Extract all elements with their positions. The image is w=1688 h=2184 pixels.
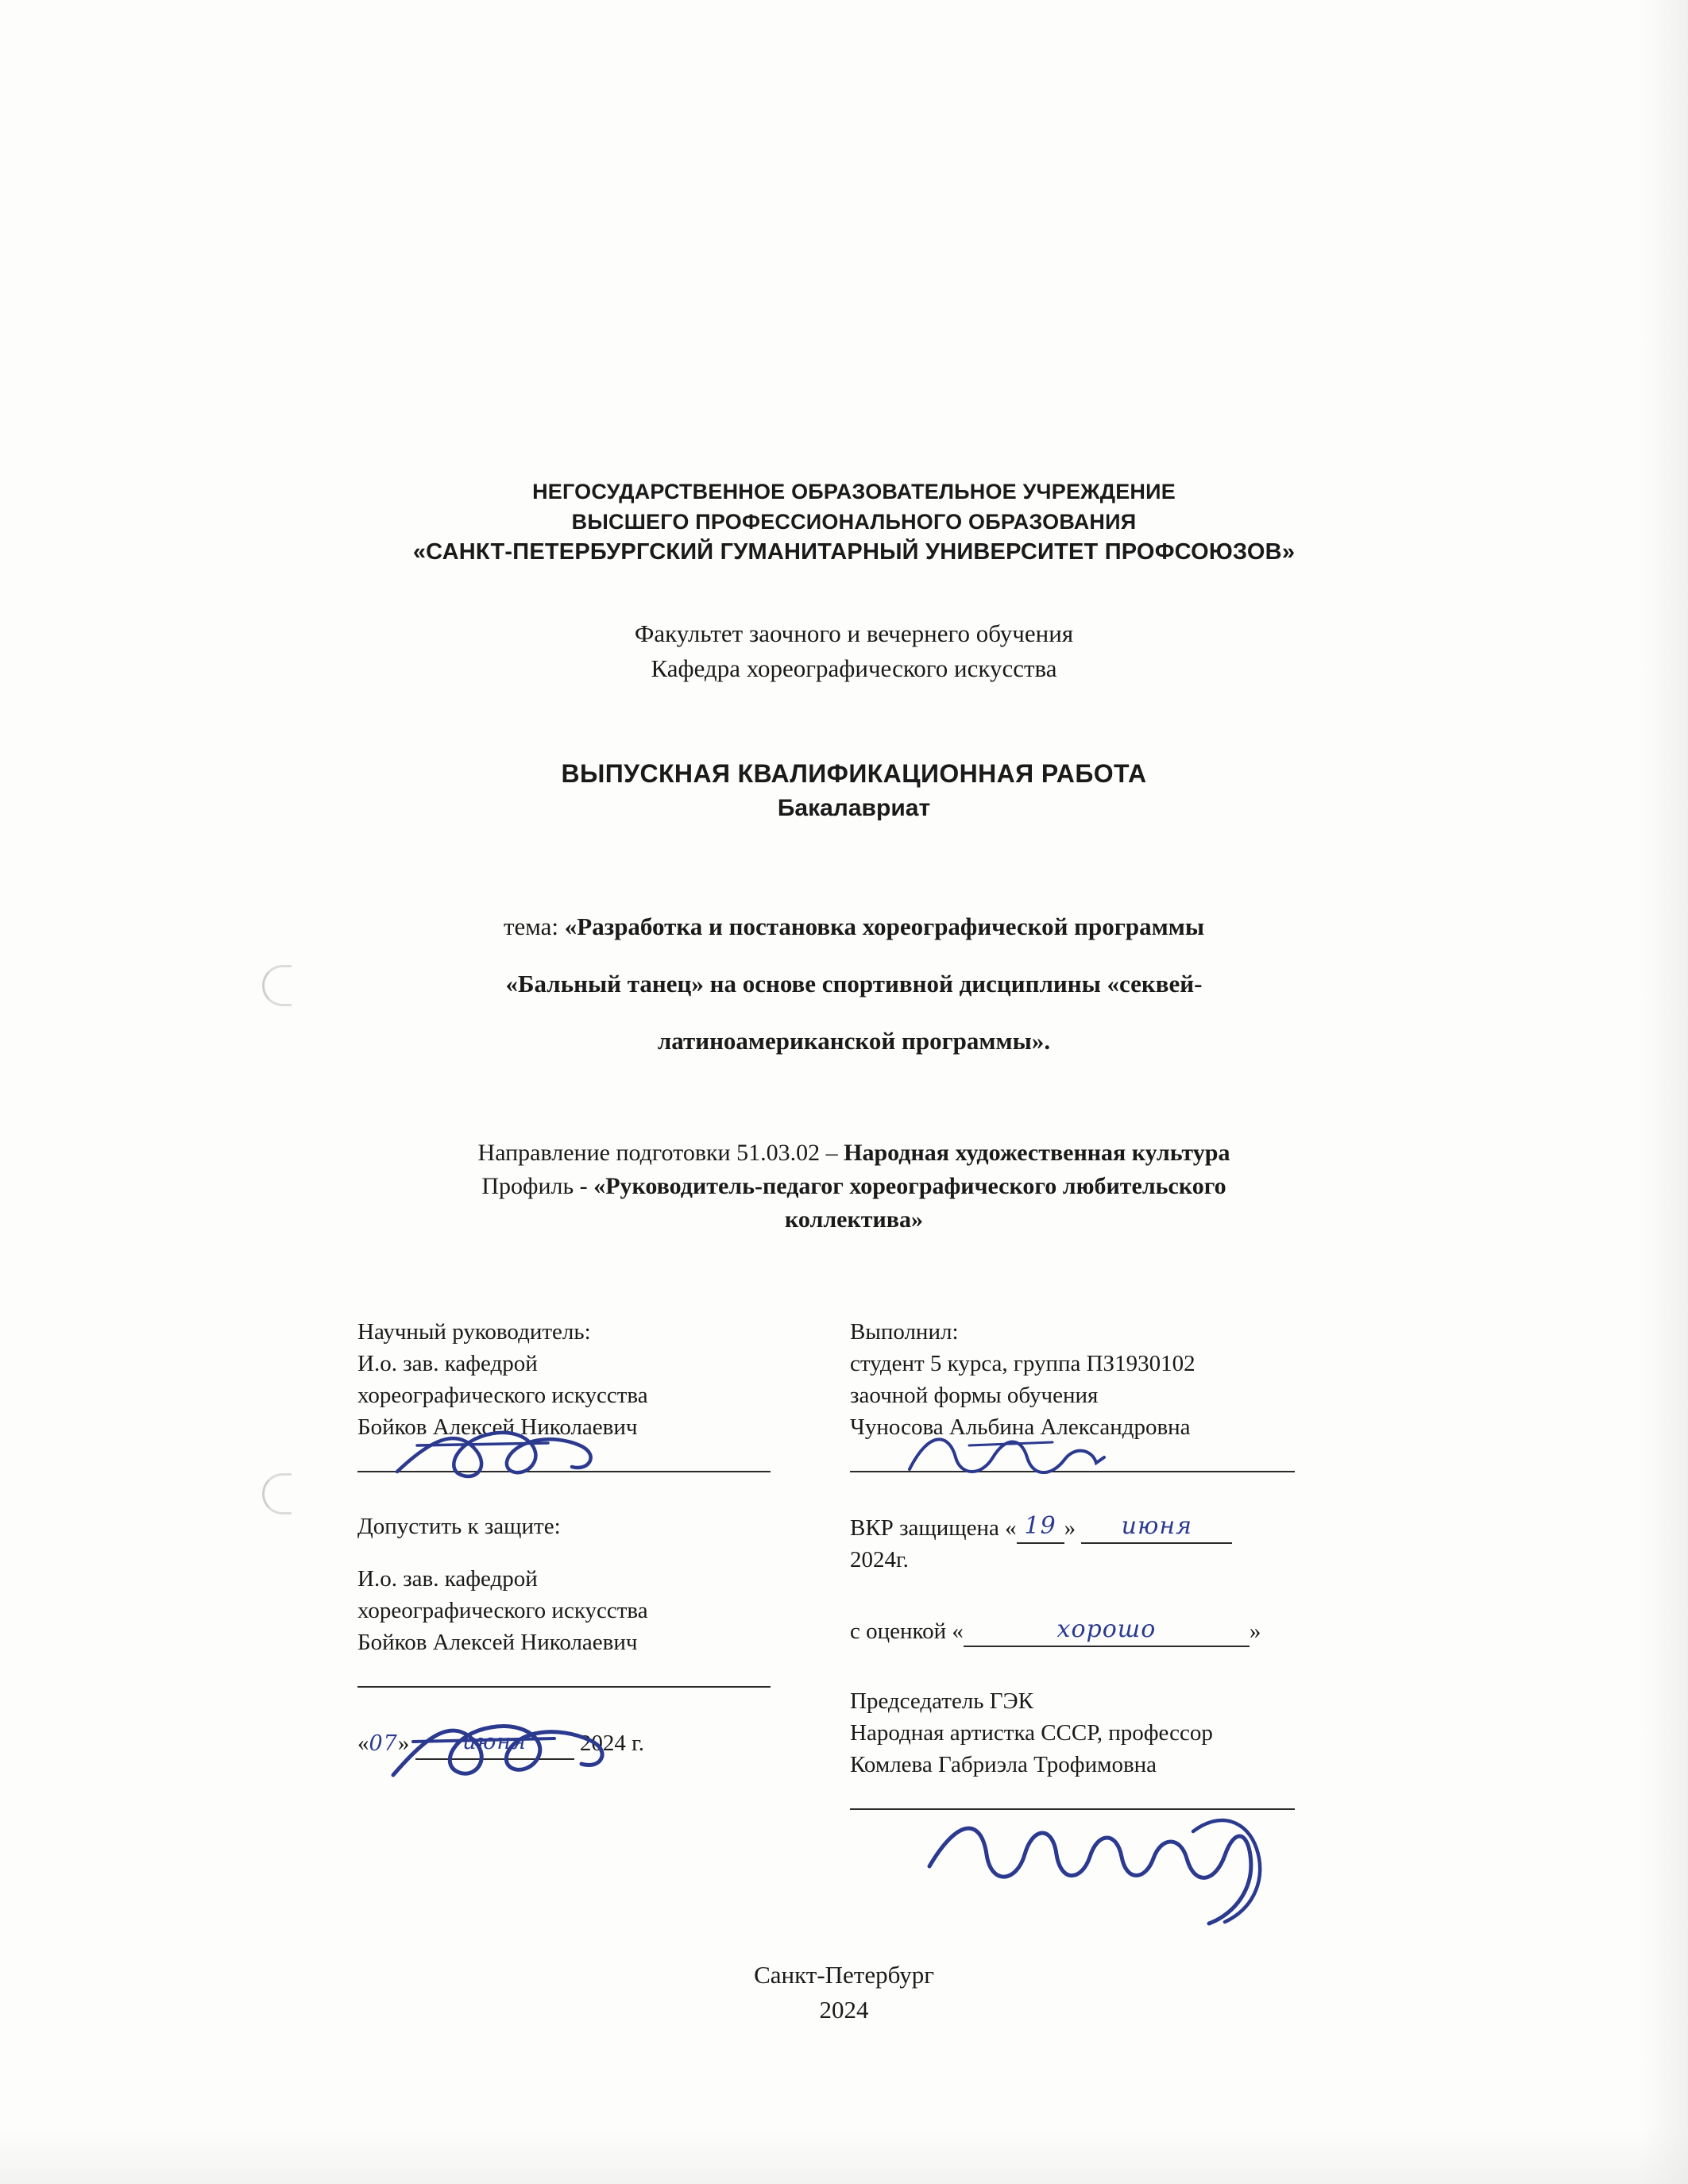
profile-value-line-1: «Руководитель-педагог хореографического любительского <box>593 1173 1226 1199</box>
university-line-2: ВЫСШЕГО ПРОФЕССИОНАЛЬНОГО ОБРАЗОВАНИЯ <box>571 510 1137 534</box>
university-line-1: НЕГОСУДАРСТВЕННОЕ ОБРАЗОВАТЕЛЬНОЕ УЧРЕЖДЕНИЕ <box>532 480 1176 504</box>
defense-year: 2024г. <box>850 1547 909 1572</box>
theme-line-2: «Бальный танец» на основе спортивной дисциплины «секвей- <box>505 970 1203 997</box>
footer-city: Санкт-Петербург <box>754 1961 934 1989</box>
admission-name: Бойков Алексей Николаевич <box>357 1630 638 1655</box>
direction-label: Направление подготовки 51.03.02 – <box>477 1140 838 1166</box>
chairman-name: Комлева Габриэла Трофимовна <box>850 1752 1157 1777</box>
profile-label: Профиль - <box>481 1173 588 1199</box>
university-line-3: «САНКТ-ПЕТЕРБУРГСКИЙ ГУМАНИТАРНЫЙ УНИВЕРСИТЕТ ПРОФСОЮЗОВ» <box>412 539 1296 565</box>
title-page-content <box>342 477 1366 1840</box>
university-block <box>342 477 1366 567</box>
date-quote-open: « <box>357 1731 369 1756</box>
supervisor-name: Бойков Алексей Николаевич <box>357 1414 638 1440</box>
admission-date-year: 2024 г. <box>579 1731 644 1756</box>
faculty-name: Факультет заочного и вечернего обучения <box>634 619 1074 647</box>
grade-value: хорошо <box>964 1614 1250 1647</box>
page-edge-shadow-right <box>1640 0 1688 2184</box>
grade-row <box>850 1614 1342 1647</box>
grade-quote-close: » <box>1249 1619 1261 1644</box>
defense-month: июня <box>1081 1511 1232 1544</box>
admission-date-row <box>357 1726 786 1760</box>
theme-line-3: латиноамериканской программы». <box>657 1027 1051 1055</box>
admission-heading: Допустить к защите: <box>357 1514 561 1539</box>
defense-quote-close: » <box>1064 1515 1076 1541</box>
grade-label: с оценкой « <box>850 1619 964 1644</box>
admission-position-line-2: хореографического искусства <box>357 1598 648 1623</box>
admission-date-month: июня <box>462 1730 527 1754</box>
theme-line-1: «Разработка и постановка хореографической программы <box>564 913 1205 940</box>
student-line-1: студент 5 курса, группа ПЗ1930102 <box>850 1351 1196 1376</box>
signature-area <box>342 1316 1366 1840</box>
student-name: Чуносова Альбина Александровна <box>850 1414 1191 1440</box>
admission-date-day: 07 <box>369 1731 398 1756</box>
defense-date-row <box>850 1511 1342 1544</box>
defense-label: ВКР защищена « <box>850 1515 1017 1541</box>
department-name: Кафедра хореографического искусства <box>651 654 1057 682</box>
program-block <box>342 1136 1366 1237</box>
theme-label: тема: <box>503 913 559 940</box>
work-type: ВЫПУСКНАЯ КВАЛИФИКАЦИОННАЯ РАБОТА <box>561 759 1147 788</box>
footer-block <box>0 1958 1688 2028</box>
direction-value: Народная художественная культура <box>844 1140 1230 1166</box>
work-level: Бакалавриат <box>777 795 931 821</box>
student-column <box>850 1316 1342 1810</box>
admission-position-line-1: И.о. зав. кафедрой <box>357 1566 538 1592</box>
faculty-block <box>342 616 1366 686</box>
chairman-heading: Председатель ГЭК <box>850 1688 1034 1714</box>
profile-value-line-2: коллектива» <box>785 1206 923 1233</box>
footer-year: 2024 <box>819 1996 869 2024</box>
binder-hole-bottom <box>262 1473 292 1515</box>
theme-block <box>342 898 1366 1070</box>
supervisor-position-line-2: хореографического искусства <box>357 1383 648 1408</box>
chairman-signature-line <box>850 1808 1295 1810</box>
date-quote-close: » <box>397 1731 410 1756</box>
binder-hole-top <box>262 965 292 1006</box>
supervisor-position-line-1: И.о. зав. кафедрой <box>357 1351 538 1376</box>
supervisor-heading: Научный руководитель: <box>357 1319 591 1345</box>
chairman-title: Народная артистка СССР, профессор <box>850 1720 1213 1746</box>
student-heading: Выполнил: <box>850 1319 959 1345</box>
student-line-2: заочной формы обучения <box>850 1383 1099 1408</box>
defense-day: 19 <box>1017 1511 1064 1544</box>
supervisor-column <box>357 1316 786 1760</box>
page-edge-shadow-bottom <box>0 2128 1688 2184</box>
